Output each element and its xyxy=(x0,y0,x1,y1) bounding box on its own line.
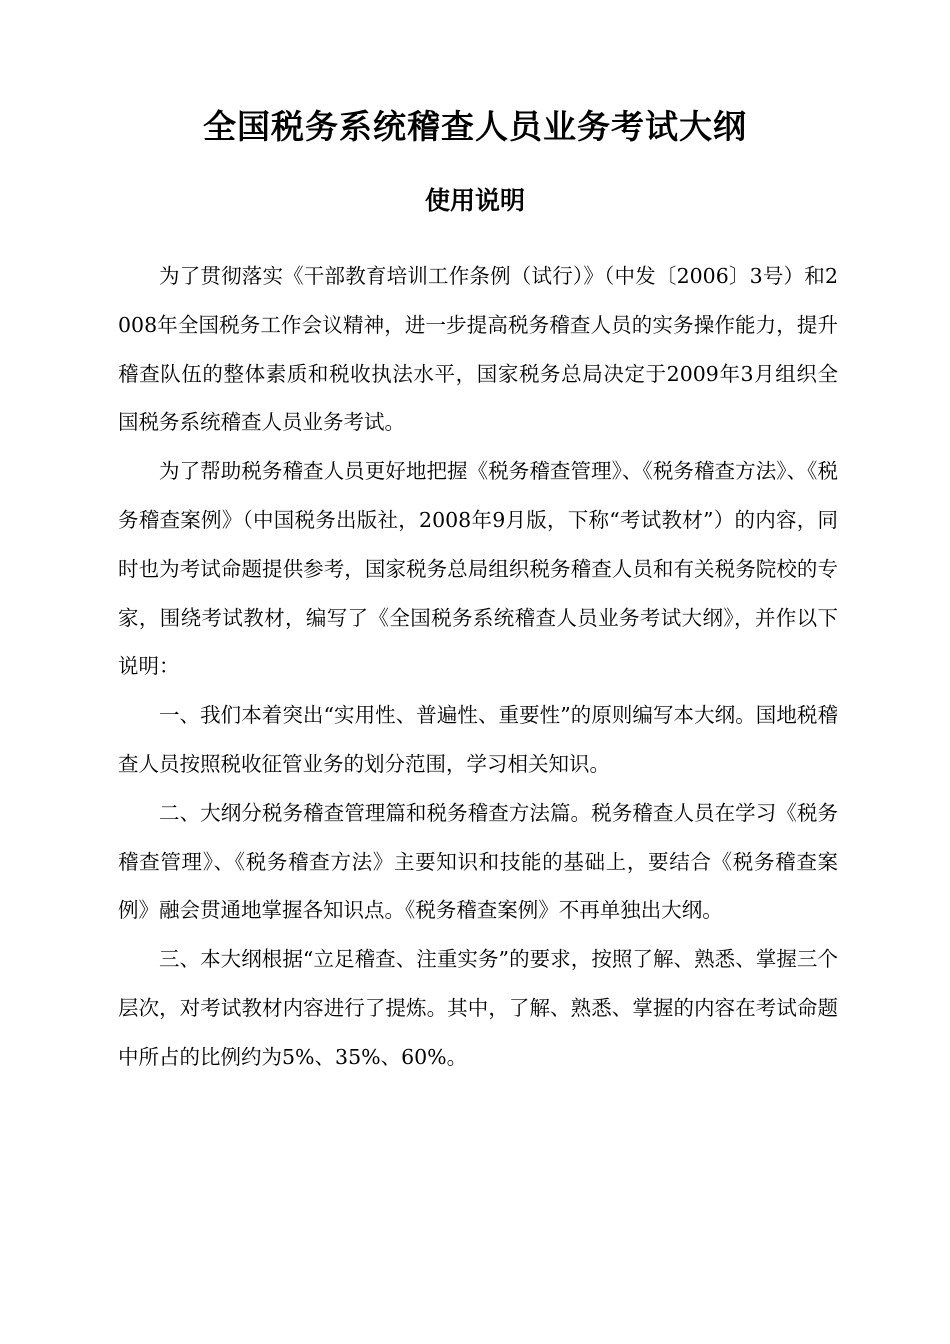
paragraph-purpose: 为了帮助税务稽查人员更好地把握《税务稽查管理》、《税务稽查方法》、《税务稽查案例》（中国税务出版社，2008年9月版，下称“考试教材”）的内容，同时也为考试命题提供参考，国家税务总局组织税务稽查人员和有关税务院校的专家，围绕考试教材，编写了《全国税务系统稽查人员业务考试大纲》，并作以下说明： xyxy=(118,459,838,679)
paragraph-item-one: 一、我们本着突出“实用性、普遍性、重要性”的原则编写本大纲。国地税稽查人员按照税收征管业务的划分范围，学习相关知识。 xyxy=(118,703,838,776)
paragraph-item-three: 三、本大纲根据“立足稽查、注重实务”的要求，按照了解、熟悉、掌握三个层次，对考试教材内容进行了提炼。其中，了解、熟悉、掌握的内容在考试命题中所占的比例约为5%、35%、60%。 xyxy=(118,947,838,1069)
document-body xyxy=(118,252,838,1082)
paragraph-intro: 为了贯彻落实《干部教育培训工作条例（试行）》（中发〔2006〕3号）和2008年全国税务工作会议精神，进一步提高税务稽查人员的实务操作能力，提升稽查队伍的整体素质和税收执法水平，国家税务总局决定于2009年3月组织全国税务系统稽查人员业务考试。 xyxy=(118,264,838,435)
paragraph-item-two: 二、大纲分税务稽查管理篇和税务稽查方法篇。税务稽查人员在学习《税务稽查管理》、《税务稽查方法》主要知识和技能的基础上，要结合《税务稽查案例》融会贯通地掌握各知识点。《税务稽查案例》不再单独出大纲。 xyxy=(118,800,838,923)
document-title: 全国税务系统稽查人员业务考试大纲 xyxy=(203,107,747,146)
document-subtitle: 使用说明 xyxy=(424,186,525,215)
